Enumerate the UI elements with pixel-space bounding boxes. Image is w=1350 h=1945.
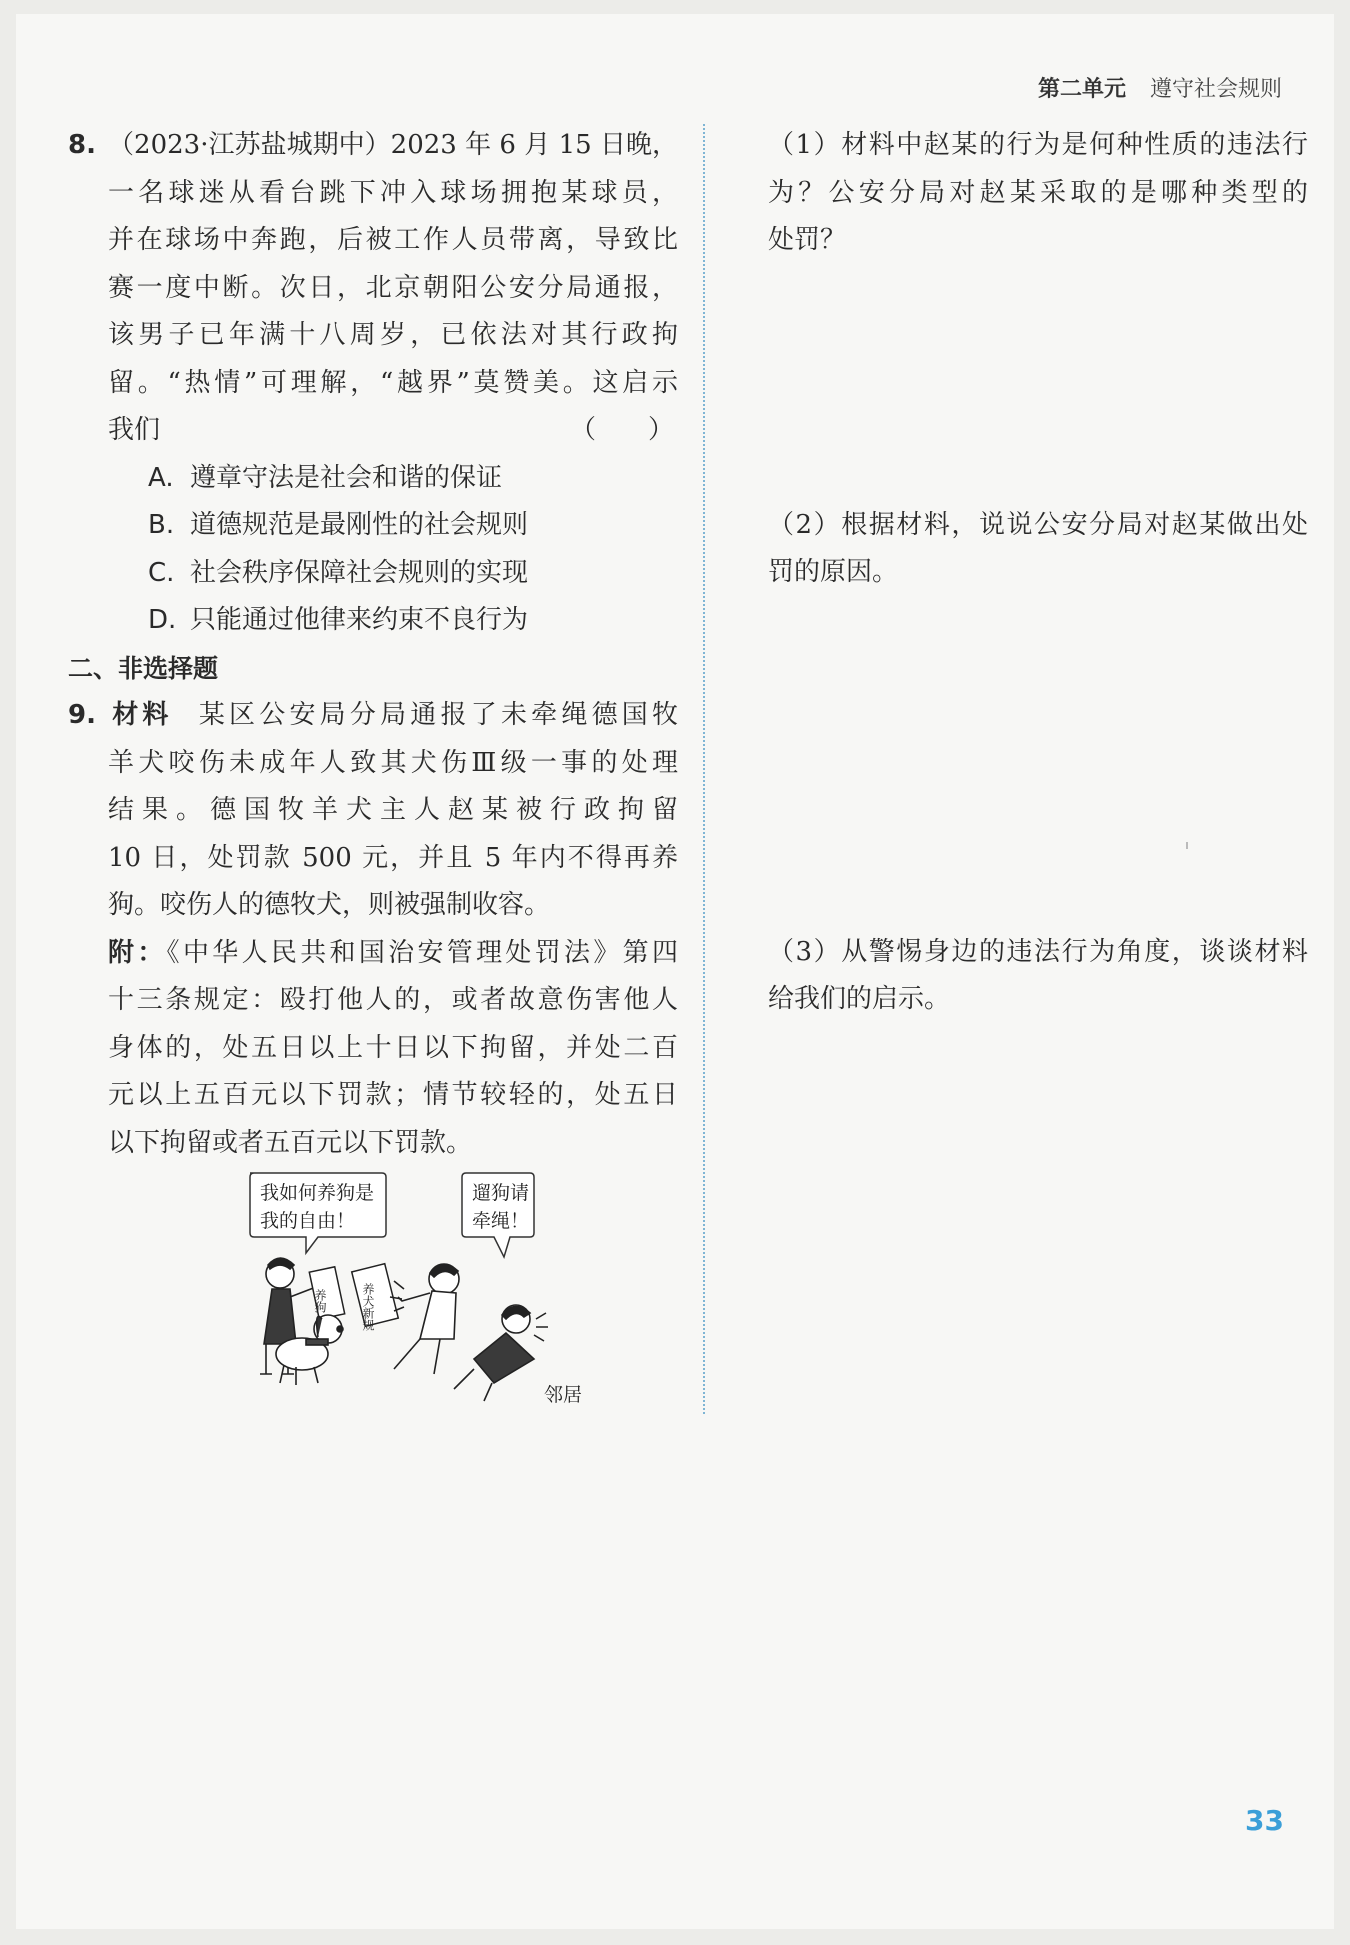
sign-left-text: 养狗 (313, 1289, 327, 1313)
q9-line-1 (68, 692, 678, 740)
option-a[interactable] (108, 455, 678, 503)
q9-number: 9. (68, 700, 96, 730)
question-9 (68, 692, 678, 1167)
option-letter: C. (148, 557, 175, 588)
appendix-text: 《中华人民共和国治安管理处罚法》第四 (166, 937, 678, 968)
page-number: 33 (1245, 1804, 1284, 1837)
unit-title: 第二单元 (1037, 77, 1126, 102)
appendix-line: 身体的，处五日以上十日以下拘留，并处二百 (108, 1032, 678, 1063)
bubble-left-line-1: 我如何养狗是 (260, 1183, 375, 1204)
q8-line-4: 赛一度中断。次日，北京朝阳公安分局通报， (108, 272, 678, 303)
subquestion-1 (768, 122, 1308, 265)
appendix-line: 元以上五百元以下罚款；情节较轻的，处五日 (108, 1080, 678, 1110)
option-text: 遵章守法是社会和谐的保证 (190, 462, 503, 493)
subquestion-line: 罚的原因。 (768, 557, 899, 587)
answer-space-2[interactable] (768, 597, 1308, 929)
column-divider (703, 124, 705, 1414)
option-text: 只能通过他律来约束不良行为 (190, 605, 529, 635)
right-column (768, 122, 1308, 1424)
section-heading: 二、非选择题 (68, 653, 219, 683)
answer-blank[interactable]: （ ） (569, 415, 674, 445)
speech-bubble-left (250, 1173, 386, 1253)
option-text: 道德规范是最刚性的社会规则 (190, 510, 529, 540)
scan-speck (1186, 842, 1188, 849)
q8-number: 8. (68, 130, 96, 160)
sign-right-text: 养犬新规 (361, 1283, 375, 1331)
material-line: 结果。德国牧羊犬主人赵某被行政拘留 (108, 795, 678, 825)
material-label: 材料 (108, 700, 173, 730)
option-text: 社会秩序保障社会规则的实现 (190, 557, 529, 588)
answer-space-1[interactable] (768, 265, 1308, 502)
subquestion-line: （2）根据材料，说说公安分局对赵某做出处 (768, 509, 1308, 540)
speech-bubble-right (462, 1173, 534, 1257)
appendix-line-1 (108, 930, 678, 978)
option-letter: A. (148, 462, 174, 493)
q8-line-6: 留。“热情”可理解，“越界”莫赞美。这启示 (108, 367, 678, 398)
subquestion-line: 为？公安分局对赵某采取的是哪种类型的 (768, 177, 1308, 208)
bubble-right-line-2: 牵绳！ (472, 1211, 530, 1232)
page-header (1038, 72, 1282, 103)
option-c[interactable] (108, 550, 678, 598)
q8-line-5: 该男子已年满十八周岁，已依法对其行政拘 (108, 320, 678, 350)
q8-line-7 (108, 407, 678, 455)
bubble-right-line-1: 遛狗请 (472, 1183, 530, 1204)
question-8 (68, 122, 678, 645)
unit-topic: 遵守社会规则 (1149, 77, 1282, 102)
q8-text: （2023·江苏盐城期中）2023 年 6 月 15 日晚， (108, 130, 678, 160)
cartoon-illustration (244, 1169, 604, 1409)
appendix-line: 十三条规定：殴打他人的，或者故意伤害他人 (108, 985, 678, 1015)
q8-line-2: 一名球迷从看台跳下冲入球场拥抱某球员， (108, 177, 678, 208)
option-b[interactable] (108, 502, 678, 550)
option-letter: D. (148, 605, 177, 635)
subquestion-line: （3）从警惕身边的违法行为角度，谈谈材料 (768, 936, 1308, 967)
material-line: 狗。咬伤人的德牧犬，则被强制收容。 (108, 890, 551, 920)
subquestion-3 (768, 929, 1308, 1024)
q8-line-3: 并在球场中奔跑，后被工作人员带离，导致比 (108, 225, 678, 255)
neighbor-label: 邻居 (544, 1385, 583, 1406)
neighbor-figure (454, 1305, 548, 1401)
q8-last-text: 我们 (108, 415, 161, 445)
subquestion-line: 给我们的启示。 (768, 984, 951, 1014)
option-d[interactable] (108, 597, 678, 645)
answer-space-3[interactable] (768, 1024, 1308, 1424)
material-text: 某区公安局分局通报了未牵绳德国牧 (194, 700, 678, 730)
material-line: 10 日，处罚款 500 元，并且 5 年内不得再养 (108, 842, 678, 873)
subquestion-2 (768, 502, 1308, 597)
appendix-label: 附： (108, 937, 167, 968)
subquestion-line: （1）材料中赵某的行为是何种性质的违法行 (768, 130, 1308, 160)
sign-left (309, 1267, 344, 1319)
subquestion-line: 处罚？ (768, 225, 847, 255)
man-figure (390, 1264, 459, 1374)
option-letter: B. (148, 510, 175, 540)
appendix-line: 以下拘留或者五百元以下罚款。 (108, 1127, 473, 1158)
page-sheet (16, 14, 1334, 1929)
q8-line-1 (68, 122, 678, 170)
material-line: 羊犬咬伤未成年人致其犬伤Ⅲ级一事的处理 (108, 747, 678, 778)
bubble-left-line-2: 我的自由！ (260, 1211, 356, 1232)
left-column (68, 122, 678, 1167)
